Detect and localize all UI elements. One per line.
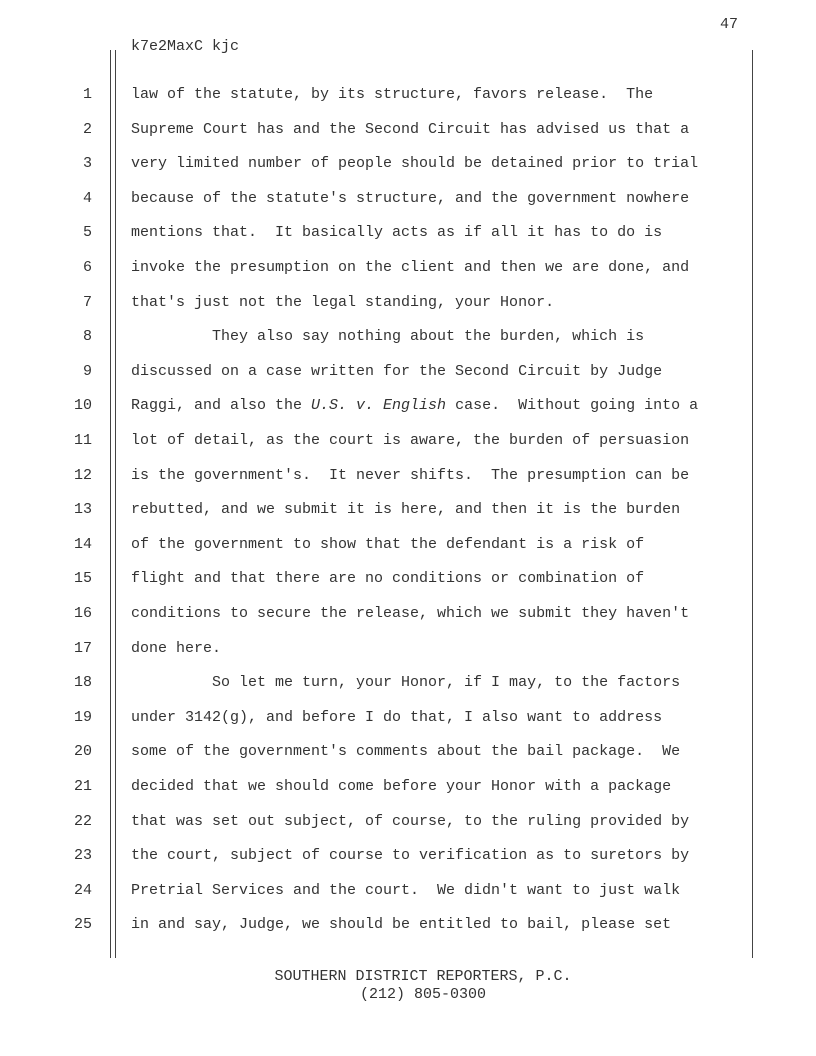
case-citation: U.S. v. English [311, 397, 447, 414]
transcript-line: because of the statute's structure, and the government nowhere [131, 190, 690, 207]
transcript-line: invoke the presumption on the client and then we are done, and [131, 259, 690, 276]
transcript-line: lot of detail, as the court is aware, the burden of persuasion [131, 432, 690, 449]
line-number: 23 [73, 847, 92, 864]
line-number: 4 [82, 190, 92, 207]
transcript-line: Pretrial Services and the court. We didn't want to just walk [131, 882, 681, 899]
footer-reporter-name: SOUTHERN DISTRICT REPORTERS, P.C. [274, 968, 572, 985]
footer-phone: (212) 805-0300 [359, 986, 487, 1003]
line-number: 14 [73, 536, 92, 553]
transcript-line: the court, subject of course to verification as to suretors by [131, 847, 690, 864]
transcript-line: So let me turn, your Honor, if I may, to the factors [131, 674, 681, 691]
line-number: 18 [73, 674, 92, 691]
transcript-line: in and say, Judge, we should be entitled to bail, please set [131, 916, 672, 933]
line-number: 7 [82, 294, 92, 311]
transcript-line: flight and that there are no conditions or combination of [131, 570, 645, 587]
left-margin-rule-inner [115, 50, 116, 958]
line-number: 6 [82, 259, 92, 276]
line-number: 2 [82, 121, 92, 138]
line-text-segment: case. Without going into a [446, 397, 699, 414]
line-text-segment: Raggi, and also the [131, 397, 312, 414]
transcript-line: under 3142(g), and before I do that, I also want to address [131, 709, 663, 726]
transcript-line [131, 397, 698, 414]
page-number: 47 [720, 16, 739, 33]
transcript-line: very limited number of people should be detained prior to trial [131, 155, 699, 172]
transcript-line: conditions to secure the release, which we submit they haven't [131, 605, 690, 622]
transcript-line: decided that we should come before your Honor with a package [131, 778, 672, 795]
transcript-line: is the government's. It never shifts. The presumption can be [131, 467, 690, 484]
transcript-line: some of the government's comments about the bail package. We [131, 743, 681, 760]
line-number: 24 [73, 882, 92, 899]
line-number: 22 [73, 813, 92, 830]
line-number: 11 [73, 432, 92, 449]
line-number: 9 [82, 363, 92, 380]
line-number: 15 [73, 570, 92, 587]
transcript-line: They also say nothing about the burden, which is [131, 328, 645, 345]
transcript-line: rebutted, and we submit it is here, and then it is the burden [131, 501, 681, 518]
transcript-line: discussed on a case written for the Second Circuit by Judge [131, 363, 663, 380]
transcript-line: Supreme Court has and the Second Circuit has advised us that a [131, 121, 690, 138]
line-number: 17 [73, 640, 92, 657]
line-number: 13 [73, 501, 92, 518]
transcript-line: done here. [131, 640, 222, 657]
line-number: 1 [82, 86, 92, 103]
line-number: 16 [73, 605, 92, 622]
line-number: 10 [73, 397, 92, 414]
transcript-line: that was set out subject, of course, to the ruling provided by [131, 813, 690, 830]
line-number: 19 [73, 709, 92, 726]
left-margin-rule-outer [110, 50, 111, 958]
transcript-line: law of the statute, by its structure, favors release. The [131, 86, 654, 103]
header-code: k7e2MaxC kjc [131, 38, 240, 55]
transcript-line: of the government to show that the defendant is a risk of [131, 536, 645, 553]
footer [0, 968, 816, 1004]
line-number: 25 [73, 916, 92, 933]
right-margin-rule [752, 50, 753, 958]
transcript-line: mentions that. It basically acts as if all it has to do is [131, 224, 663, 241]
line-number: 3 [82, 155, 92, 172]
line-number: 8 [82, 328, 92, 345]
line-number: 12 [73, 467, 92, 484]
line-number: 5 [82, 224, 92, 241]
line-number: 20 [73, 743, 92, 760]
line-number: 21 [73, 778, 92, 795]
transcript-line: that's just not the legal standing, your Honor. [131, 294, 555, 311]
